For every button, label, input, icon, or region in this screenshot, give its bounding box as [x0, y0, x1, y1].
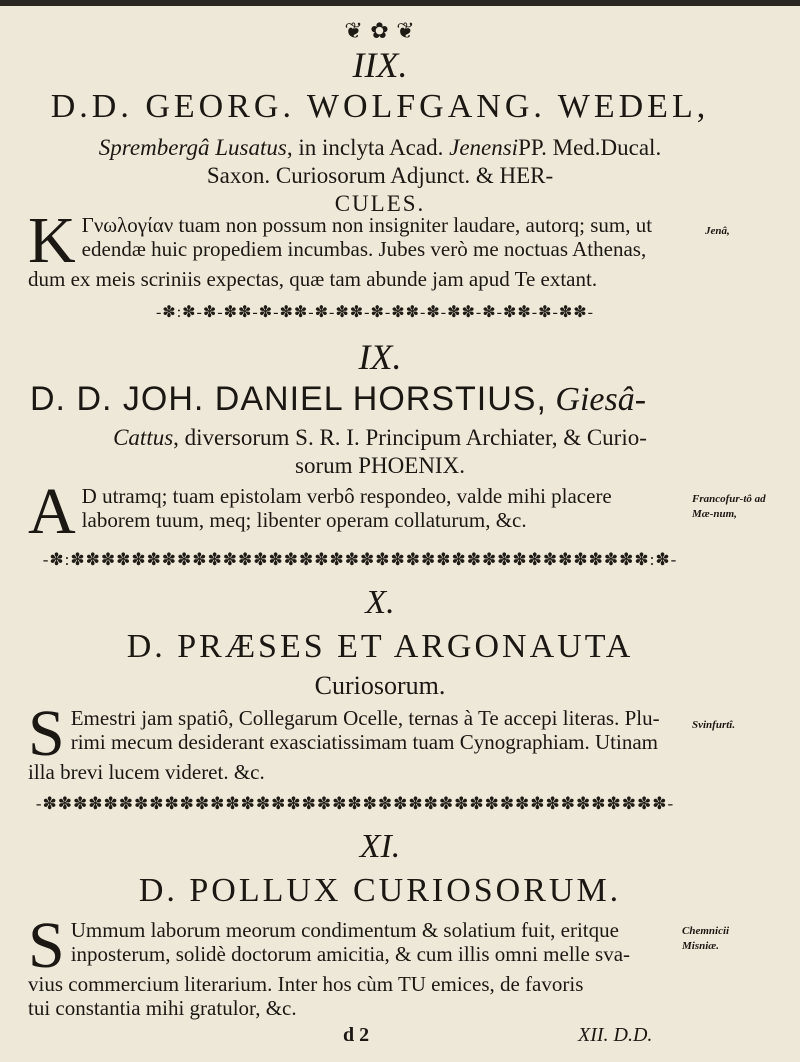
- body-line: D utramq; tuam epistolam verbô respondeo, valde mihi placere: [81, 484, 612, 508]
- letter-excerpt: [28, 909, 698, 1020]
- section-subtitle: [0, 134, 760, 218]
- section-name: D.D. GEORG. WOLFGANG. WEDEL,: [50, 88, 710, 125]
- origin-italic: Sprembergâ Lusatus: [98, 135, 287, 160]
- drop-cap: K: [28, 204, 76, 277]
- body-line: Ummum laborum meorum condimentum & solatium fuit, eritque: [70, 918, 619, 942]
- section-numeral: XI.: [359, 828, 401, 865]
- section-name: D. PRÆSES ET ARGONAUTA: [126, 628, 634, 665]
- letter-excerpt: [28, 697, 698, 784]
- subtitle-line: CULES.: [334, 191, 426, 216]
- body-line: inposterum, solidè doctorum amicitia, & cum illis omni melle sva-: [70, 942, 631, 966]
- body-line: edendæ huic propediem incumbas. Jubes verò me noctuas Athenas,: [81, 237, 647, 261]
- body-line: Emestri jam spatiô, Collegarum Ocelle, ternas à Te accepi literas. Plu-: [70, 706, 660, 730]
- body-line: laborem tuum, meq; libenter operam collaturum, &c.: [81, 508, 527, 532]
- top-ornament: ❦ ✿ ❦: [344, 18, 416, 43]
- origin-italic: Cattus: [113, 425, 174, 450]
- book-page: [0, 6, 800, 1062]
- subtitle-line: Curiosorum.: [314, 671, 446, 700]
- ornament-divider: -✽✽✽✽✽✽✽✽✽✽✽✽✽✽✽✽✽✽✽✽✽✽✽✽✽✽✽✽✽✽✽✽✽✽✽✽✽✽✽✽✽-: [35, 794, 675, 813]
- body-line: Γνωλογίαν tuam non possum non insigniter laudare, autorq; sum, ut: [81, 213, 653, 237]
- section-numeral: X.: [365, 584, 395, 621]
- margin-note: Svinfurtî.: [692, 719, 736, 731]
- signature-mark: d 2: [343, 1024, 370, 1046]
- subtitle-text: PP. Med.Ducal.: [518, 135, 662, 160]
- letter-excerpt: [28, 475, 698, 548]
- section-name: D. POLLUX CURIOSORUM.: [138, 872, 622, 909]
- university-italic: Jenensi: [449, 135, 519, 160]
- section-name: [30, 380, 730, 419]
- body-line: tui constantia mihi gratulor, &c.: [28, 996, 297, 1020]
- letter-excerpt: [28, 204, 698, 291]
- margin-note: Chemnicii Misniæ.: [682, 925, 730, 952]
- subtitle-text: , diversorum S. R. I. Principum Archiater, & Curio-: [173, 425, 647, 450]
- drop-cap: A: [28, 475, 76, 548]
- ornament-divider: -✽:✽-✽-✽✽-✽-✽✽-✽-✽✽-✽-✽✽-✽-✽✽-✽-✽✽-✽-✽✽-: [155, 304, 595, 321]
- section-subtitle: [0, 424, 760, 480]
- margin-note: Francofur-tô ad Mæ-num,: [692, 493, 766, 520]
- drop-cap: S: [28, 909, 65, 982]
- section-subtitle: [0, 672, 760, 700]
- body-line: vius commercium literarium. Inter hos cùm TU emices, de favoris: [28, 972, 584, 996]
- drop-cap: S: [28, 697, 65, 770]
- catchword: XII. D.D.: [578, 1024, 653, 1046]
- section-numeral: IX.: [358, 337, 402, 377]
- body-line: illa brevi lucem videret. &c.: [28, 760, 265, 784]
- subtitle-line: Saxon. Curiosorum Adjunct. & HER-: [206, 163, 554, 188]
- margin-note: Jenâ,: [705, 225, 730, 237]
- name-text: D. D. JOH. DANIEL HORSTIUS,: [30, 380, 547, 418]
- ornament-divider: -✽:✽✽✽✽✽✽✽✽✽✽✽✽✽✽✽✽✽✽✽✽✽✽✽✽✽✽✽✽✽✽✽✽✽✽✽✽✽✽:✽-: [42, 550, 678, 569]
- subtitle-text: , in inclyta Acad.: [286, 135, 450, 160]
- section-numeral: IIX.: [352, 45, 408, 85]
- subtitle-line: sorum PHOENIX.: [295, 453, 465, 478]
- name-italic: Giesâ-: [555, 381, 647, 418]
- body-line: rimi mecum desiderant exasciatissimam tuam Cynographiam. Utinam: [70, 730, 658, 754]
- body-line: dum ex meis scriniis expectas, quæ tam abunde jam apud Te extant.: [28, 267, 598, 291]
